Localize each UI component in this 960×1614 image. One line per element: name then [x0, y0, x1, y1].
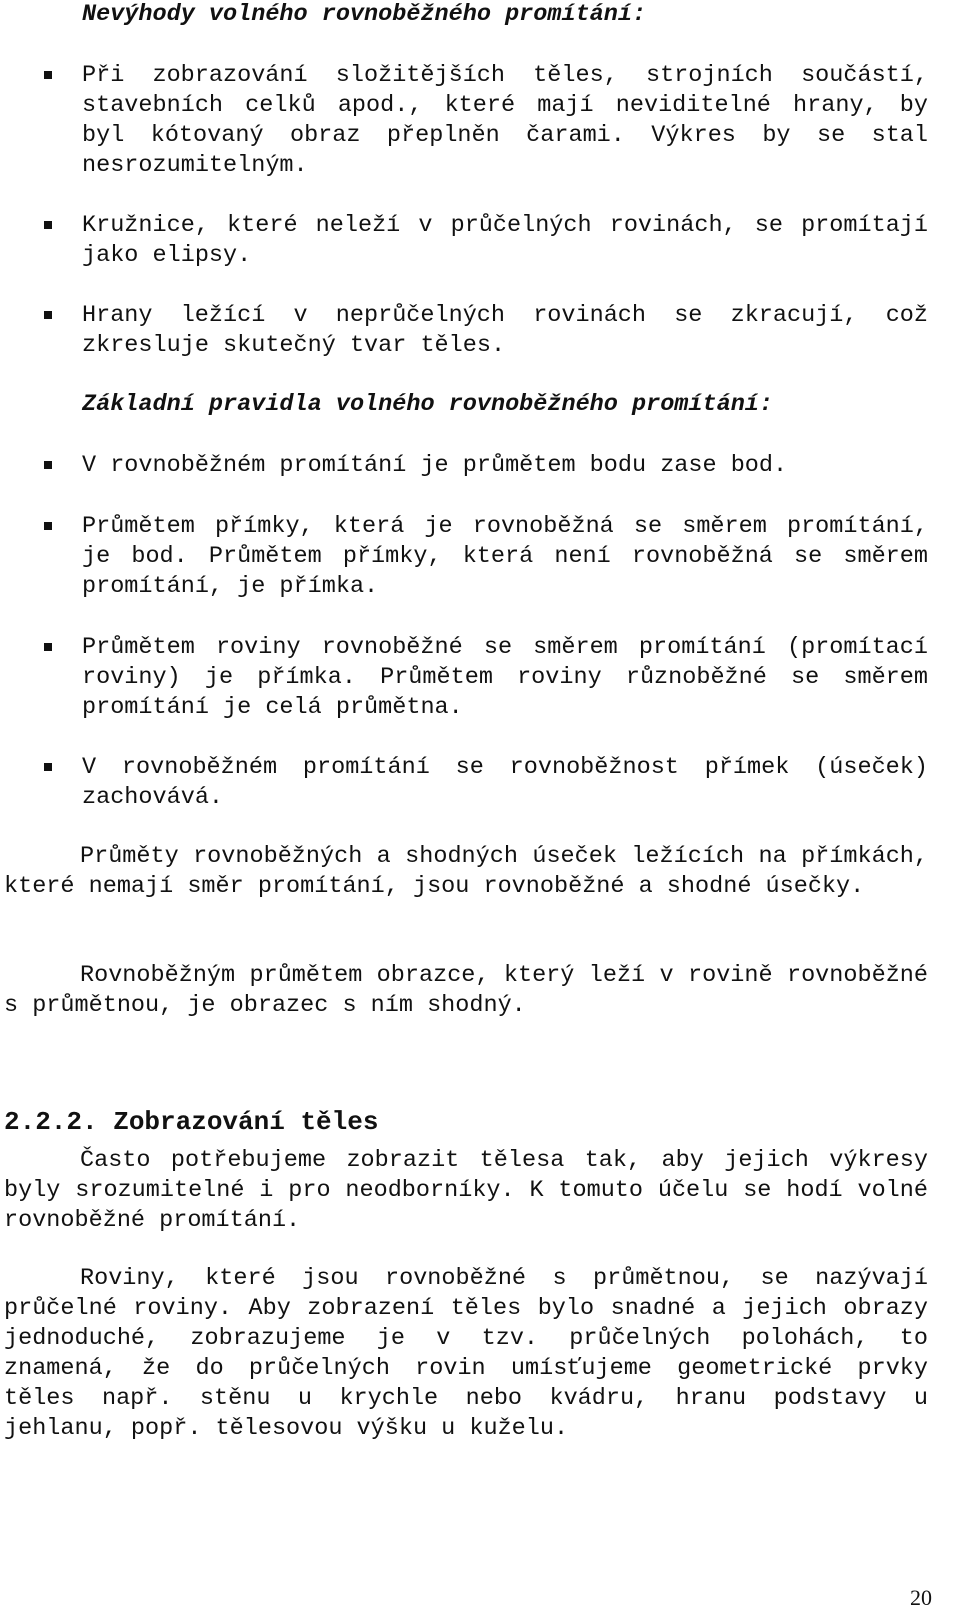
bullet-icon — [44, 71, 52, 79]
rule-text-3: Průmětem roviny rovnoběžné se směrem promítání (promítací roviny) je přímka. Průmětem roviny různoběžné se směrem promítání je celá průmětna. — [82, 634, 928, 721]
section-paragraph-2: Roviny, které jsou rovnoběžné s průmětnou, se nazývají průčelné roviny. Aby zobrazení těles bylo snadné a jejich obrazy jednoduché, zobrazujeme je v tzv. průčelných polohách, to znamená, že do průčelných rovin umísťujeme geometrické prvky těles např. stěnu u krychle nebo kvádru, hranu podstavy u jehlanu, popř. tělesovou výšku u kuželu. — [4, 1265, 928, 1442]
paragraph-shapes: Rovnoběžným průmětem obrazce, který leží v rovině rovnoběžné s průmětnou, je obrazec s ním shodný. — [4, 962, 928, 1019]
bullet-icon — [44, 221, 52, 229]
bullet-icon — [44, 643, 52, 651]
disadvantage-text-1: Při zobrazování složitějších těles, strojních součástí, stavebních celků apod., které mají neviditelné hrany, by byl kótovaný obraz přeplněn čarami. Výkres by se stal nesrozumitelným. — [82, 62, 928, 179]
rules-heading: Základní pravidla volného rovnoběžného promítání: — [82, 391, 774, 418]
rule-text-4: V rovnoběžném promítání se rovnoběžnost přímek (úseček) zachovává. — [82, 754, 928, 811]
page-number: 20 — [910, 1585, 932, 1610]
bullet-icon — [44, 763, 52, 771]
disadvantages-heading: Nevýhody volného rovnoběžného promítání: — [82, 1, 647, 28]
section-title: 2.2.2. Zobrazování těles — [4, 1107, 379, 1137]
rule-text-1: V rovnoběžném promítání je průmětem bodu zase bod. — [82, 452, 788, 479]
disadvantage-text-2: Kružnice, které neleží v průčelných rovinách, se promítají jako elipsy. — [82, 212, 928, 269]
rule-text-2: Průmětem přímky, která je rovnoběžná se směrem promítání, je bod. Průmětem přímky, která není rovnoběžná se směrem promítání, je přímka. — [82, 513, 928, 600]
bullet-icon — [44, 461, 52, 469]
bullet-icon — [44, 311, 52, 319]
section-paragraph-1: Často potřebujeme zobrazit tělesa tak, aby jejich výkresy byly srozumitelné i pro neodborníky. K tomuto účelu se hodí volné rovnoběžné promítání. — [4, 1147, 928, 1234]
paragraph-segments: Průměty rovnoběžných a shodných úseček ležících na přímkách, které nemají směr promítání, jsou rovnoběžné a shodné úsečky. — [4, 843, 928, 900]
disadvantage-text-3: Hrany ležící v neprůčelných rovinách se zkracují, což zkresluje skutečný tvar těles. — [82, 302, 928, 359]
bullet-icon — [44, 522, 52, 530]
